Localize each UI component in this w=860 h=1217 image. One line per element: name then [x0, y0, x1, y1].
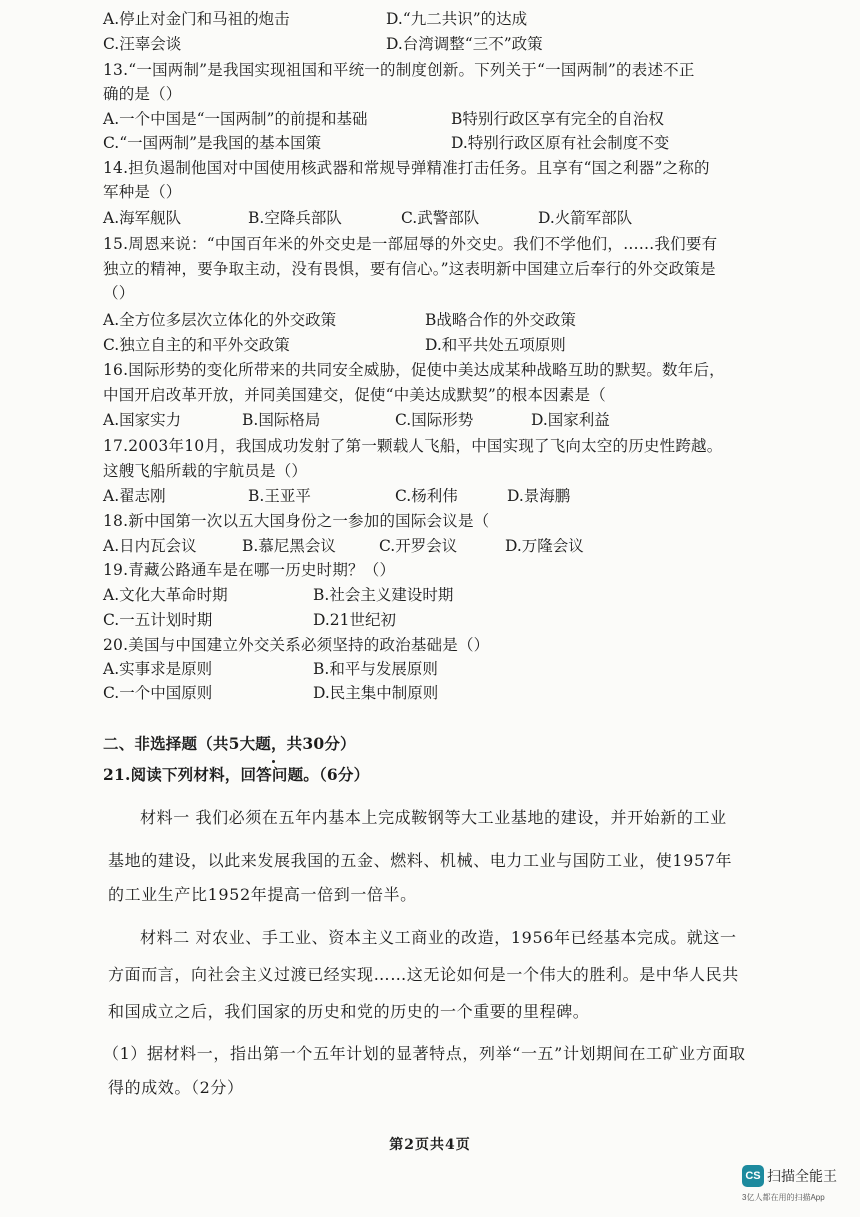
q20-option-b: B.和平与发展原则: [313, 660, 438, 678]
material-1-line-2: 基地的建设，以此来发展我国的五金、燃料、机械、电力工业与国防工业，使1957年: [108, 851, 733, 870]
q17-stem-1: 17.2003年10月，我国成功发射了第一颗载人飞船，中国实现了飞向太空的历史性跨越。: [103, 437, 723, 455]
q14-option-a: A.海军舰队: [103, 209, 182, 227]
q15-option-d: D.和平共处五项原则: [425, 336, 566, 354]
material-1-line-3: 的工业生产比1952年提高一倍到一倍半。: [108, 885, 417, 904]
q21-part-1-line-1: （1）据材料一，指出第一个五年计划的显著特点，列举“一五”计划期间在工矿业方面取: [103, 1044, 746, 1063]
q20-option-c: C.一个中国原则: [103, 684, 213, 702]
q13-option-c: C.“一国两制”是我国的基本国策: [103, 134, 322, 152]
q14-stem-2: 军种是（）: [103, 183, 182, 201]
q12-option-c: C.汪辜会谈: [103, 35, 182, 53]
q19-option-c: C.一五计划时期: [103, 611, 213, 629]
material-1-line-1: 材料一 我们必须在五年内基本上完成鞍钢等大工业基地的建设，并开始新的工业: [140, 808, 727, 827]
q13-option-a: A.一个中国是“一国两制”的前提和基础: [103, 110, 368, 128]
q18-stem: 18.新中国第一次以五大国身份之一参加的国际会议是（: [103, 512, 490, 530]
q20-option-a: A.实事求是原则: [103, 660, 213, 678]
q19-option-a: A.文化大革命时期: [103, 586, 228, 604]
scanner-watermark: [742, 1165, 852, 1207]
q15-stem-3: （）: [103, 284, 135, 302]
q17-option-d: D.景海鹏: [507, 487, 571, 505]
q12-option-d2: D.台湾调整“三不”政策: [386, 35, 543, 53]
q16-stem-2: 中国开启改革开放，并同美国建交，促使“中美达成默契”的根本因素是（: [103, 386, 606, 404]
speck-mark: [272, 760, 275, 763]
q15-option-b: B战略合作的外交政策: [425, 311, 576, 329]
q19-option-b: B.社会主义建设时期: [313, 586, 454, 604]
q17-option-a: A.翟志刚: [103, 487, 166, 505]
q14-stem-1: 14.担负遏制他国对中国使用核武器和常规导弹精准打击任务。且享有“国之利器”之称的: [103, 159, 710, 177]
q17-stem-2: 这艘飞船所载的宇航员是（）: [103, 462, 308, 480]
q18-option-a: A.日内瓦会议: [103, 537, 197, 555]
q12-option-a: A.停止对金门和马祖的炮击: [103, 10, 290, 28]
watermark-tagline: 3亿人都在用的扫描App: [742, 1193, 825, 1202]
q17-option-c: C.杨利伟: [395, 487, 458, 505]
material-2-line-3: 和国成立之后，我们国家的历史和党的历史的一个重要的里程碑。: [108, 1002, 590, 1021]
q15-stem-1: 15.周恩来说：“中国百年米的外交史是一部屈辱的外交史。我们不学他们，……我们要有: [103, 235, 718, 253]
q17-option-b: B.王亚平: [248, 487, 311, 505]
q18-option-c: C.开罗会议: [379, 537, 458, 555]
q20-stem: 20.美国与中国建立外交关系必须坚持的政治基础是（）: [103, 636, 490, 654]
q21-part-1-line-2: 得的成效。（2分）: [108, 1078, 244, 1097]
q16-option-b: B.国际格局: [242, 411, 321, 429]
q19-option-d: D.21世纪初: [313, 611, 397, 629]
watermark-app-name: 扫描全能王: [767, 1168, 837, 1184]
q13-stem-2: 确的是（）: [103, 85, 182, 103]
q19-stem: 19.青藏公路通车是在哪一历史时期？（）: [103, 561, 396, 579]
q18-option-d: D.万隆会议: [505, 537, 584, 555]
q16-option-a: A.国家实力: [103, 411, 182, 429]
q18-option-b: B.慕尼黑会议: [242, 537, 336, 555]
q15-option-c: C.独立自主的和平外交政策: [103, 336, 290, 354]
q13-option-d: D.特别行政区原有社会制度不变: [451, 134, 670, 152]
q13-option-b: B特别行政区享有完全的自治权: [451, 110, 664, 128]
page-number: 第2页共4页: [389, 1137, 471, 1153]
q12-option-d: D.“九二共识”的达成: [386, 10, 528, 28]
q14-option-b: B.空降兵部队: [248, 209, 342, 227]
material-2-line-2: 方面而言，向社会主义过渡已经实现……这无论如何是一个伟大的胜利。是中华人民共: [108, 965, 739, 984]
q15-stem-2: 独立的精神，要争取主动，没有畏惧，要有信心。”这表明新中国建立后奉行的外交政策是: [103, 260, 716, 278]
q13-stem-1: 13.“一国两制”是我国实现祖国和平统一的制度创新。下列关于“一国两制”的表述不正: [103, 61, 695, 79]
q20-option-d: D.民主集中制原则: [313, 684, 439, 702]
q14-option-d: D.火箭军部队: [538, 209, 633, 227]
section-2-title: 二、非选择题（共5大题，共30分）: [103, 734, 356, 753]
q16-option-c: C.国际形势: [395, 411, 474, 429]
material-2-line-1: 材料二 对农业、手工业、资本主义工商业的改造，1956年已经基本完成。就这一: [140, 928, 737, 947]
q15-option-a: A.全方位多层次立体化的外交政策: [103, 311, 337, 329]
q16-option-d: D.国家利益: [531, 411, 610, 429]
q16-stem-1: 16.国际形势的变化所带来的共同安全威胁，促使中美达成某种战略互助的默契。数年后，: [103, 361, 725, 379]
camscanner-logo-icon: CS: [742, 1165, 764, 1187]
q21-title: 21.阅读下列材料，回答问题。（6分）: [103, 765, 370, 784]
q14-option-c: C.武警部队: [401, 209, 480, 227]
